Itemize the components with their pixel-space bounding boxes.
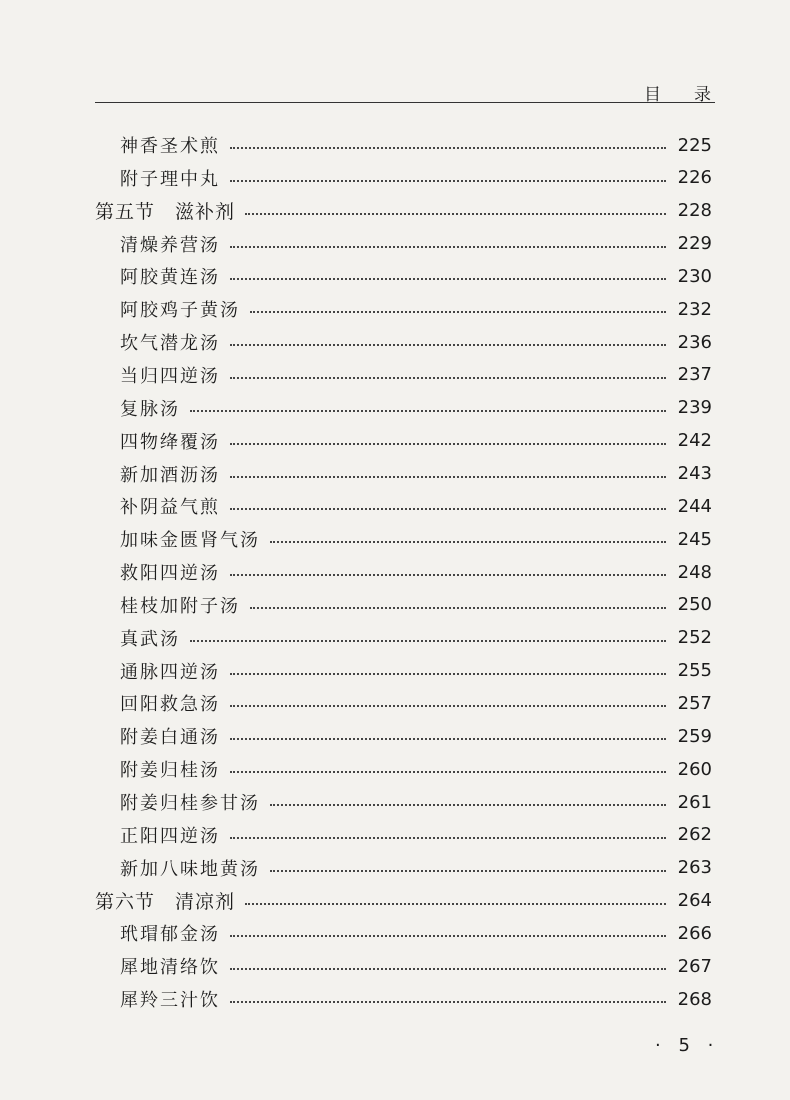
toc-entry-title: 加味金匮肾气汤 (120, 530, 260, 552)
toc-entry-page: 226 (677, 167, 712, 189)
toc-entry-page: 266 (677, 922, 712, 944)
toc-entry-page: 228 (677, 200, 712, 222)
toc-entry-row[interactable] (120, 656, 712, 686)
dot-leader (230, 476, 666, 478)
running-head-char-2: 录 (694, 85, 712, 105)
toc-entry-page: 259 (677, 725, 712, 747)
dot-leader (250, 607, 666, 609)
toc-entry-row[interactable] (120, 261, 712, 291)
dot-leader (230, 1001, 666, 1003)
toc-entry-page: 264 (677, 890, 712, 912)
toc-entry-page: 267 (677, 955, 712, 977)
toc-entry-title: 附姜归桂参甘汤 (120, 793, 260, 814)
toc-entry-row[interactable] (120, 820, 712, 850)
toc-entry-page: 261 (677, 791, 712, 813)
dot-leader (270, 804, 666, 806)
dot-leader (230, 673, 666, 675)
toc-entry-row[interactable] (120, 984, 712, 1014)
dot-leader (250, 311, 666, 313)
dot-leader (230, 837, 666, 839)
toc-entry-page: 260 (677, 758, 712, 780)
dot-leader (230, 377, 666, 379)
toc-entry-page: 244 (677, 495, 712, 517)
toc-entry-page: 243 (677, 463, 712, 484)
toc-entry-title: 附姜归桂汤 (120, 760, 220, 782)
toc-section-row[interactable] (95, 886, 712, 916)
toc-entry-title: 附子理中丸 (120, 168, 220, 190)
toc-entry-page: 230 (677, 265, 712, 287)
toc-entry-page: 225 (677, 134, 712, 156)
dot-leader (230, 508, 666, 510)
dot-leader (245, 903, 666, 905)
toc-entry-row[interactable] (120, 327, 712, 357)
toc-entry-title: 犀羚三汁饮 (120, 990, 220, 1012)
toc-entry-title: 第六节 清凉剂 (95, 891, 236, 914)
toc-entry-row[interactable] (120, 721, 712, 751)
dot-leader (230, 968, 666, 970)
toc-entry-row[interactable] (120, 294, 712, 324)
toc-entry-row[interactable] (120, 491, 712, 521)
toc-entry-row[interactable] (120, 951, 712, 981)
header-rule (95, 102, 715, 103)
toc-entry-title: 回阳救急汤 (120, 694, 220, 716)
dot-leader (190, 640, 666, 642)
dot-leader (230, 771, 666, 773)
toc-entry-row[interactable] (120, 853, 712, 883)
toc-entry-title: 清燥养营汤 (120, 234, 220, 256)
toc-entry-page: 263 (677, 857, 712, 879)
toc-entry-title: 附姜白通汤 (120, 727, 220, 749)
toc-entry-title: 阿胶黄连汤 (120, 267, 220, 289)
toc-entry-page: 248 (677, 561, 712, 583)
dot-leader (270, 870, 666, 872)
toc-entry-page: 250 (677, 594, 712, 616)
dot-leader (230, 180, 666, 182)
dot-leader (230, 738, 666, 740)
toc-entry-row[interactable] (120, 130, 712, 160)
toc-entry-row[interactable] (120, 754, 712, 784)
toc-entry-row[interactable] (120, 787, 712, 817)
toc-entry-title: 正阳四逆汤 (120, 825, 220, 847)
toc-entry-row[interactable] (120, 590, 712, 620)
dot-leader (230, 278, 666, 280)
toc-entry-row[interactable] (120, 229, 712, 259)
running-head-char-1: 目 (644, 85, 662, 105)
toc-entry-title: 补阴益气煎 (120, 497, 220, 519)
toc-entry-page: 242 (677, 430, 712, 452)
toc-entry-row[interactable] (120, 918, 712, 948)
toc-entry-title: 坎气潜龙汤 (120, 333, 220, 355)
toc-entry-page: 236 (677, 331, 712, 353)
toc-entry-title: 桂枝加附子汤 (120, 595, 240, 617)
toc-entry-row[interactable] (120, 426, 712, 456)
toc-entry-page: 255 (677, 660, 712, 682)
toc-entry-title: 救阳四逆汤 (120, 563, 220, 585)
toc-entry-row[interactable] (120, 459, 712, 489)
toc-entry-title: 阿胶鸡子黄汤 (120, 300, 240, 322)
toc-entry-page: 252 (677, 627, 712, 649)
toc-entry-row[interactable] (120, 623, 712, 653)
toc-section-row[interactable] (95, 196, 712, 226)
dot-leader (230, 443, 666, 445)
dot-leader (245, 213, 666, 215)
dot-leader (230, 705, 666, 707)
toc-entry-row[interactable] (120, 524, 712, 554)
toc-entry-title: 通脉四逆汤 (120, 661, 220, 683)
toc-entry-row[interactable] (120, 557, 712, 587)
toc-entry-title: 犀地清络饮 (120, 957, 220, 979)
dot-leader (230, 935, 666, 937)
toc-entry-title: 第五节 滋补剂 (95, 201, 236, 224)
page-number: · 5 · (655, 1035, 720, 1056)
toc-entry-title: 当归四逆汤 (120, 365, 220, 387)
dot-leader (230, 344, 666, 346)
toc-entry-title: 真武汤 (120, 628, 180, 650)
toc-entry-page: 237 (677, 364, 712, 386)
toc-entry-row[interactable] (120, 360, 712, 390)
toc-entry-title: 神香圣术煎 (120, 136, 220, 157)
toc-entry-title: 复脉汤 (120, 398, 180, 420)
toc-entry-page: 268 (677, 988, 712, 1010)
toc-entry-row[interactable] (120, 163, 712, 193)
toc-entry-page: 257 (677, 692, 712, 714)
toc-entry-page: 262 (677, 824, 712, 846)
dot-leader (230, 246, 666, 248)
dot-leader (230, 574, 666, 576)
toc-entry-title: 新加八味地黄汤 (120, 858, 260, 880)
toc-entry-row[interactable] (120, 393, 712, 423)
dot-leader (190, 410, 666, 412)
dot-leader (230, 147, 666, 149)
toc-entry-page: 229 (677, 233, 712, 255)
toc-entry-page: 239 (677, 397, 712, 419)
toc-entry-title: 玳瑁郁金汤 (120, 924, 220, 946)
toc-entry-row[interactable] (120, 688, 712, 718)
dot-leader (270, 541, 666, 543)
toc-entry-title: 新加酒沥汤 (120, 464, 220, 486)
toc-entry-title: 四物绛覆汤 (120, 431, 220, 453)
toc-entry-page: 232 (677, 298, 712, 320)
toc-entry-page: 245 (677, 528, 712, 550)
